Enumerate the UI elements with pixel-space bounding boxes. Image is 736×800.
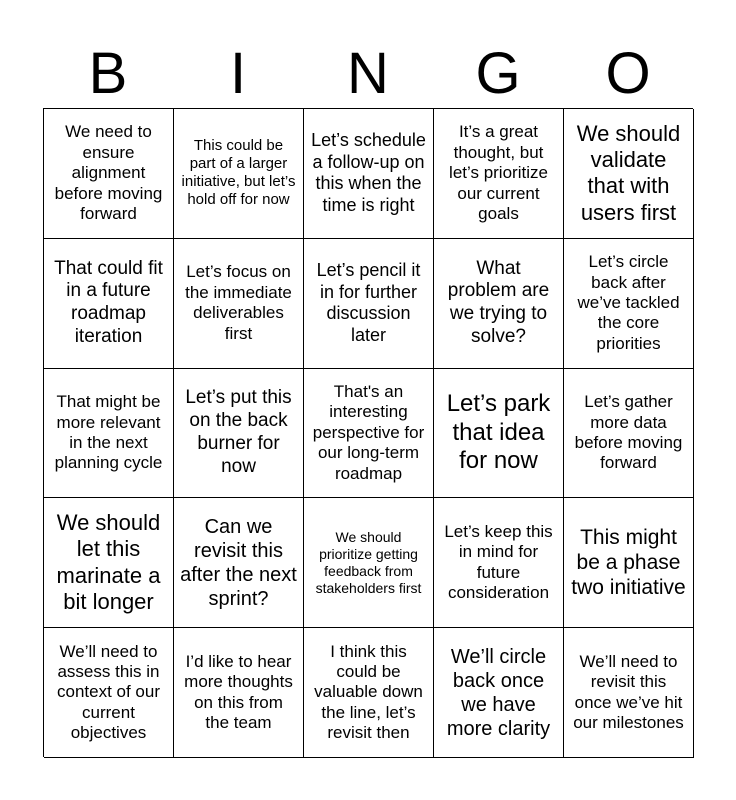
cell-text: That could fit in a future roadmap iteration [54, 257, 163, 347]
cell-text: Can we revisit this after the next sprint? [180, 515, 297, 610]
bingo-cell-r4-c2[interactable] [174, 498, 304, 628]
cell-text: Let’s park that idea for now [446, 389, 551, 475]
cell-text: Let’s focus on the immediate deliverables first [185, 262, 292, 343]
cell-text: Let’s pencil it in for further discussion later [316, 260, 421, 345]
header-letter-g: G [475, 41, 521, 106]
bingo-cell-r4-c3[interactable] [304, 498, 434, 628]
bingo-cell-r5-c2[interactable] [174, 628, 304, 758]
bingo-cell-r5-c3[interactable] [304, 628, 434, 758]
bingo-cell-r5-c1[interactable] [44, 628, 174, 758]
bingo-cell-r1-c2[interactable] [174, 109, 304, 239]
cell-text: Let’s put this on the back burner for now [185, 387, 292, 477]
cell-text: We’ll need to revisit this once we’ve hit our milestones [573, 651, 684, 732]
header-letter-o: O [605, 41, 651, 106]
bingo-cell-r3-c3[interactable] [304, 369, 434, 499]
bingo-cell-r4-c4[interactable] [434, 498, 564, 628]
cell-text: It’s a great thought, but let’s prioritize our current goals [449, 122, 548, 223]
bingo-cell-r2-c4[interactable] [434, 239, 564, 369]
cell-text: Let’s circle back after we’ve tackled the core priorities [577, 252, 680, 353]
header-letter-b: B [88, 41, 128, 106]
cell-text: Let’s keep this in mind for future consideration [444, 522, 553, 603]
bingo-grid [43, 108, 693, 757]
bingo-cell-r2-c1[interactable] [44, 239, 174, 369]
bingo-cell-r1-c5[interactable] [564, 109, 694, 239]
bingo-cell-r1-c4[interactable] [434, 109, 564, 239]
bingo-cell-r2-c3[interactable] [304, 239, 434, 369]
cell-text: I think this could be valuable down the line, let’s revisit then [314, 641, 423, 743]
bingo-cell-r4-c1[interactable] [44, 498, 174, 628]
bingo-cell-r2-c5[interactable] [564, 239, 694, 369]
bingo-cell-r3-c4[interactable] [434, 369, 564, 499]
bingo-cell-r1-c3[interactable] [304, 109, 434, 239]
cell-text: Let’s schedule a follow-up on this when the time is right [311, 130, 426, 215]
bingo-cell-r3-c5[interactable] [564, 369, 694, 499]
bingo-cell-r3-c2[interactable] [174, 369, 304, 499]
header-letter-i: I [229, 41, 247, 106]
bingo-cell-r4-c5[interactable] [564, 498, 694, 628]
cell-text: I’d like to hear more thoughts on this from the team [184, 651, 293, 732]
bingo-cell-r5-c5[interactable] [564, 628, 694, 758]
cell-text: That's an interesting perspective for our long-term roadmap [312, 382, 425, 483]
cell-text: We need to ensure alignment before moving forward [54, 122, 163, 223]
cell-text: This might be a phase two initiative [571, 526, 686, 600]
header-letter-n: N [347, 41, 389, 106]
cell-text: We should let this marinate a bit longer [56, 510, 161, 615]
bingo-header [43, 40, 693, 108]
bingo-cell-r3-c1[interactable] [44, 369, 174, 499]
bingo-cell-r5-c4[interactable] [434, 628, 564, 758]
cell-text: We’ll need to assess this in context of our current objectives [56, 641, 160, 743]
cell-text: What problem are we trying to solve? [447, 257, 550, 347]
cell-text: We should prioritize getting feedback from stakeholders first [315, 529, 422, 596]
cell-text: This could be part of a larger initiative, but let’s hold off for now [181, 137, 296, 209]
cell-text: Let’s gather more data before moving forward [574, 392, 683, 473]
cell-text: We should validate that with users first [576, 120, 681, 225]
bingo-cell-r1-c1[interactable] [44, 109, 174, 239]
cell-text: That might be more relevant in the next planning cycle [54, 392, 163, 473]
bingo-cell-r2-c2[interactable] [174, 239, 304, 369]
cell-text: We’ll circle back once we have more clarity [446, 645, 551, 740]
